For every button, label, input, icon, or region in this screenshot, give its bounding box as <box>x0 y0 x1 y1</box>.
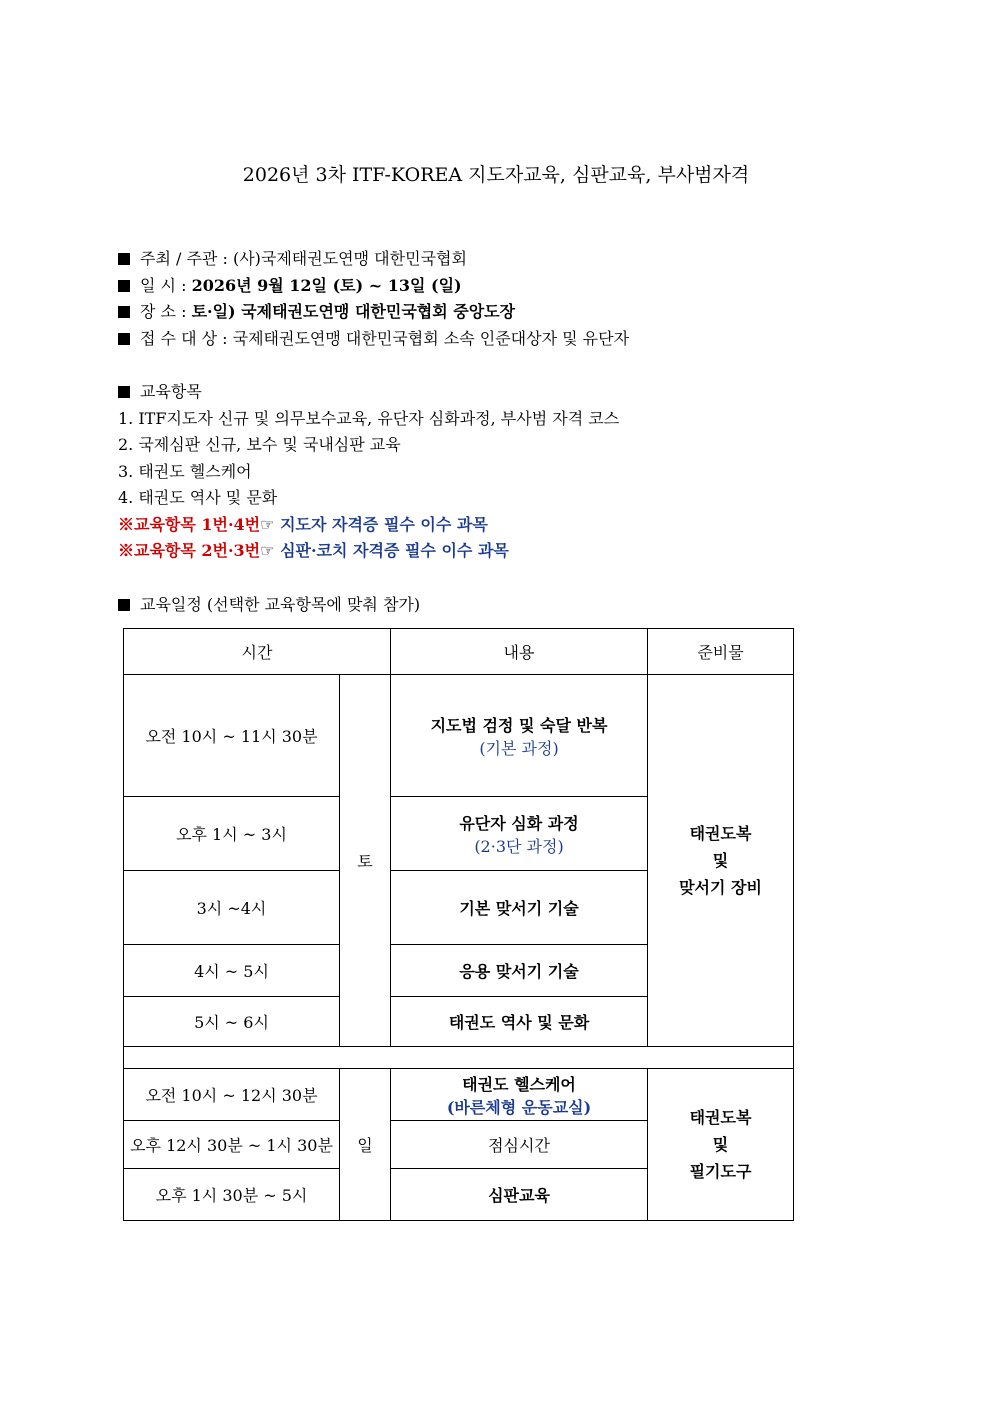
time-cell: 오후 12시 30분 ~ 1시 30분 <box>124 1121 340 1169</box>
document-title: 2026년 3차 ITF-KOREA 지도자교육, 심판교육, 부사범자격 <box>242 164 750 186</box>
bullet-square-icon <box>118 599 130 611</box>
bullet-square-icon <box>118 280 130 292</box>
schedule-table <box>123 628 794 1221</box>
header-prep: 준비물 <box>648 629 794 675</box>
education-item: 2. 국제심판 신규, 보수 및 국내심판 교육 <box>118 435 401 454</box>
content-cell: 지도법 검정 및 숙달 반복 (기본 과정) <box>391 675 648 797</box>
info-place: 장 소 : 토·일) 국제태권도연맹 대한민국협회 중앙도장 <box>118 299 878 326</box>
time-cell: 5시 ~ 6시 <box>124 997 340 1047</box>
info-target: 접 수 대 상 : 국제태권도연맹 대한민국협회 소속 인준대상자 및 유단자 <box>118 326 878 353</box>
time-cell: 오후 1시 30분 ~ 5시 <box>124 1169 340 1221</box>
event-info <box>118 246 878 352</box>
bullet-square-icon <box>118 333 130 345</box>
pointing-hand-icon: ☞ <box>260 541 275 560</box>
education-items <box>118 379 878 565</box>
content-cell: 태권도 헬스케어 (바른체형 운동교실) <box>391 1069 648 1121</box>
education-item: 4. 태권도 역사 및 문화 <box>118 488 278 507</box>
education-heading: 교육항목 <box>118 379 878 406</box>
prep-cell-sunday: 태권도복 및 필기도구 <box>648 1069 794 1221</box>
day-cell-sunday: 일 <box>340 1069 391 1221</box>
info-organizer: 주최 / 주관 : (사)국제태권도연맹 대한민국협회 <box>118 246 878 273</box>
education-note-2: ※교육항목 2번·3번☞ 심판·코치 자격증 필수 이수 과목 <box>118 541 509 560</box>
time-cell: 오전 10시 ~ 12시 30분 <box>124 1069 340 1121</box>
education-note-1: ※교육항목 1번·4번☞ 지도자 자격증 필수 이수 과목 <box>118 514 488 534</box>
content-cell: 응용 맞서기 기술 <box>391 945 648 997</box>
pointing-hand-icon: ☞ <box>260 514 275 534</box>
bullet-square-icon <box>118 306 130 318</box>
content-cell: 기본 맞서기 기술 <box>391 871 648 945</box>
table-spacer-row <box>124 1047 794 1069</box>
time-cell: 4시 ~ 5시 <box>124 945 340 997</box>
bullet-square-icon <box>118 253 130 265</box>
schedule-heading-line <box>118 592 878 619</box>
time-cell: 오후 1시 ~ 3시 <box>124 797 340 871</box>
table-row <box>124 675 794 797</box>
prep-cell-saturday: 태권도복 및 맞서기 장비 <box>648 675 794 1047</box>
info-date: 일 시 : 2026년 9월 12일 (토) ~ 13일 (일) <box>118 273 878 300</box>
content-cell: 유단자 심화 과정 (2·3단 과정) <box>391 797 648 871</box>
header-content: 내용 <box>391 629 648 675</box>
table-row <box>124 1069 794 1121</box>
content-cell: 태권도 역사 및 문화 <box>391 997 648 1047</box>
education-item: 1. ITF지도자 신규 및 의무보수교육, 유단자 심화과정, 부사범 자격 코스 <box>118 408 620 428</box>
header-time: 시간 <box>124 629 391 675</box>
table-header-row <box>124 629 794 675</box>
time-cell: 3시 ~4시 <box>124 871 340 945</box>
day-cell-saturday: 토 <box>340 675 391 1047</box>
content-cell: 점심시간 <box>391 1121 648 1169</box>
bullet-square-icon <box>118 386 130 398</box>
schedule-heading: 교육일정 (선택한 교육항목에 맞춰 참가) <box>140 595 421 614</box>
content-cell: 심판교육 <box>391 1169 648 1221</box>
time-cell: 오전 10시 ~ 11시 30분 <box>124 675 340 797</box>
education-item: 3. 태권도 헬스케어 <box>118 461 252 481</box>
